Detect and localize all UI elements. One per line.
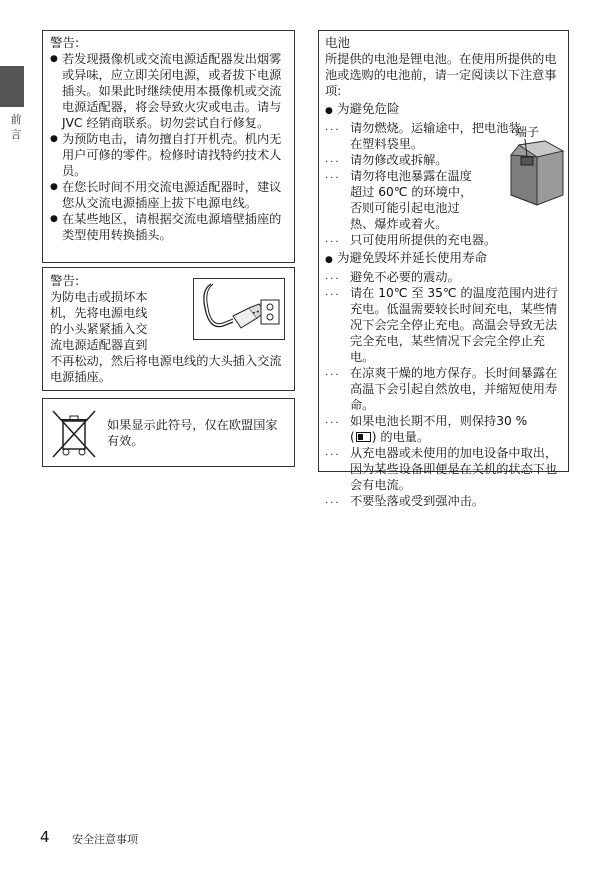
bullet-icon: ● <box>50 54 58 64</box>
footer-title: 安全注意事项 <box>72 833 138 846</box>
warning-title: 警告: <box>50 35 80 50</box>
battery-intro: 所提供的电池是锂电池。在使用所提供的电池或选购的电池前，请一定阅读以下注意事项: <box>325 52 557 98</box>
list-item: ... 在凉爽干燥的地方保存。长时间暴露在高温下会引起自然放电，并缩短使用寿命。 <box>325 366 558 412</box>
section-heading-lifespan: ● 为避免毁坏并延长使用寿命 <box>325 249 563 269</box>
warning-item: ● 在您长时间不用交流电源适配器时，建议您从交流电源插座上拔下电源电线。 <box>50 180 282 210</box>
battery-box <box>318 30 569 508</box>
warning-item: ● 在某些地区，请根据交流电源墙壁插座的类型使用转换插头。 <box>50 212 282 242</box>
weee-notice-box <box>42 398 295 467</box>
list-item: ... 如果电池长期不用，则保持30 % ( ) 的电量。 <box>325 414 528 444</box>
list-item: ... 请在 10℃ 至 35℃ 的温度范围内进行充电。低温需要较长时间充电，某些情况下会完全停止充电。高温会导致无法完全充电，某些情况下会完全停止充电。 <box>325 286 558 364</box>
warning-item: ● 为预防电击，请勿擅自打开机壳。机内无用户可修的零件。检修时请找特约技术人员。 <box>50 132 282 178</box>
list-item: ... 请勿燃烧。运输途中，把电池装在塑料袋里。 <box>325 121 521 151</box>
battery-title: 电池 <box>325 35 351 50</box>
list-item: ... 请勿修改或拆解。 <box>325 153 448 167</box>
warning-text-continued: 不再松动，然后将电源电线的大头插入交流电源插座。 <box>50 354 282 384</box>
warning-title: 警告: <box>50 273 80 288</box>
power-cord-illustration <box>193 278 285 340</box>
warning-box-1 <box>42 30 295 263</box>
list-item: ... 不要坠落或受到强冲击。 <box>325 494 485 508</box>
battery-level-icon <box>356 432 371 442</box>
warning-item: ● 若发现摄像机或交流电源适配器发出烟雾或异味，应立即关闭电源，或者拔下电源插头。如果此时继续使用本摄像机或交流电源适配器，将会导致火灾或电击。请与 JVC 经销商联系。切勿尝试自行修复。 <box>50 52 282 130</box>
page-number: 4 <box>40 828 50 846</box>
list-item: ... 从充电器或未使用的加电设备中取出，因为某些设备即便是在关机的状态下也会有电流。 <box>325 446 558 492</box>
battery-illustration <box>505 139 565 209</box>
bullet-icon: ● <box>50 214 58 224</box>
list-item: ... 避免不必要的震动。 <box>325 270 460 284</box>
bullet-icon: ● <box>325 106 333 116</box>
section-label: 前言 <box>10 113 22 141</box>
weee-text: 如果显示此符号，仅在欧盟国家有效。 <box>107 418 278 448</box>
section-tab-marker <box>0 66 24 107</box>
bullet-icon: ● <box>50 182 58 192</box>
list-item: ... 请勿将电池暴露在温度超过 60℃ 的环境中，否则可能引起电池过热、爆炸或着火。 <box>325 169 473 231</box>
bullet-icon: ● <box>325 255 333 265</box>
list-item: ... 只可使用所提供的充电器。 <box>325 233 497 247</box>
warning-text: 为防电击或损坏本机，先将电源电线的小头紧紧插入交流电源适配器直到 <box>50 290 148 352</box>
bullet-icon: ● <box>50 134 58 144</box>
section-heading-danger: ● 为避免危险 <box>325 100 563 120</box>
terminal-label: 端子 <box>515 125 540 139</box>
crossed-bin-icon <box>51 407 97 461</box>
warning-box-2 <box>42 267 295 391</box>
